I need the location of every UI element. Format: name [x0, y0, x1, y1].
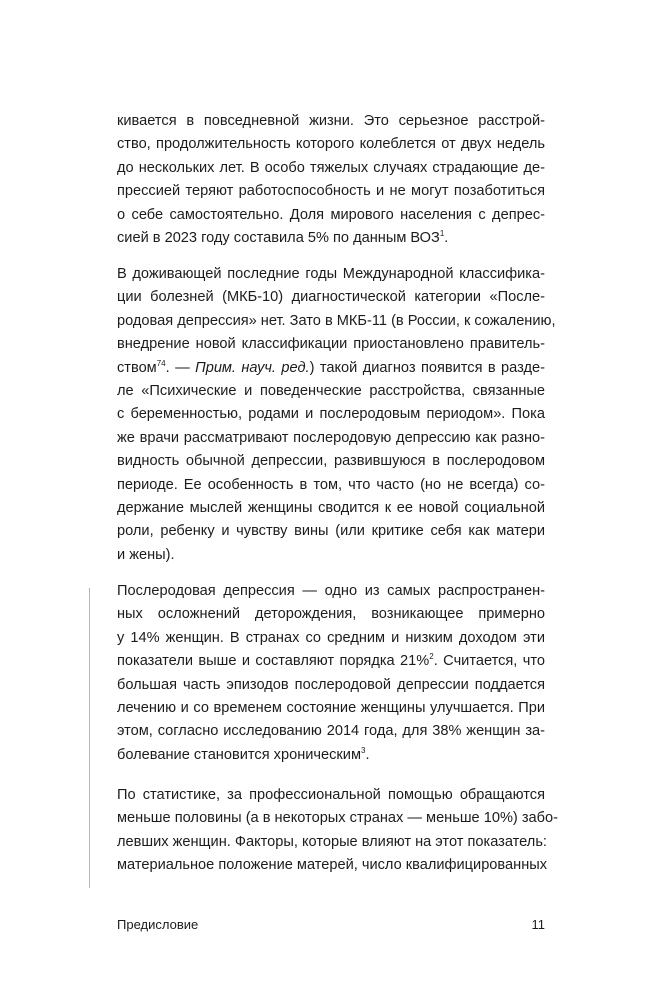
- paragraph-1: [117, 110, 545, 250]
- text-fragment: .: [365, 746, 370, 763]
- text-line: с беременностью, родами и послеродовым периодом». Пока: [117, 406, 545, 423]
- text-line: роли, ребенку и чувству вины (или критике себя как матери: [117, 523, 545, 540]
- text-line: этом, согласно исследованию 2014 года, для 38% женщин за-: [117, 723, 545, 740]
- text-line: видность обычной депрессии, развившуюся в послеродовом: [117, 453, 545, 470]
- text-line: прессией теряют работоспособность и не могут позаботиться: [117, 183, 545, 200]
- text-line: В доживающей последние годы Международной классифика-: [117, 266, 545, 282]
- text-line: держание мыслей женщины сводится к ее новой социальной: [117, 500, 545, 517]
- text-line: лечению и со временем состояние женщины улучшается. При: [117, 700, 545, 717]
- text-line: ции болезней (МКБ-10) диагностической категории «После-: [117, 289, 545, 306]
- text-line: левших женщин. Факторы, которые влияют на этот показатель:: [117, 833, 547, 850]
- margin-rule: [89, 588, 90, 888]
- text-line: до нескольких лет. В особо тяжелых случаях страдающие де-: [117, 159, 545, 176]
- text-line: [117, 650, 545, 673]
- text-line: меньше половины (а в некоторых странах — меньше 10%) забо-: [117, 810, 558, 827]
- text-fragment: . —: [165, 359, 196, 376]
- text-line: периоде. Ее особенность в том, что часто (но не всегда) со-: [117, 476, 545, 493]
- text-fragment: .: [444, 230, 449, 247]
- text-line: [117, 227, 545, 250]
- text-line: о себе самостоятельно. Доля мирового населения с депрес-: [117, 206, 545, 223]
- footnote-ref[interactable]: 1: [439, 229, 445, 239]
- text-line: у 14% женщин. В странах со средним и низким доходом эти: [117, 629, 545, 646]
- paragraph-3: [117, 580, 545, 767]
- footnote-ref[interactable]: 2: [429, 652, 434, 662]
- paragraph-4: [117, 784, 558, 878]
- footnote-ref[interactable]: 3: [361, 745, 366, 755]
- editor-note: Прим. науч. ред.: [195, 359, 310, 376]
- text-line: внедрение новой классификации приостановлено правитель-: [117, 336, 545, 353]
- text-line: ство, продолжительность которого колеблется от двух недель: [117, 136, 545, 153]
- text-fragment: ) такой диагноз появится в разде-: [309, 359, 545, 376]
- text-line: родовая депрессия» нет. Зато в МКБ-11 (в России, к сожалению,: [117, 312, 556, 329]
- text-fragment: . Считается, что: [433, 653, 545, 670]
- page-number: 11: [531, 917, 545, 932]
- text-line: большая часть эпизодов послеродовой депрессии поддается: [117, 676, 545, 693]
- text-fragment: болевание становится хроническим: [117, 746, 361, 763]
- text-line: материальное положение матерей, число квалифицированных: [117, 857, 548, 874]
- text-line: Послеродовая депрессия — одно из самых распространен-: [117, 583, 545, 599]
- text-line: ле «Психические и поведенческие расстройства, связанные: [117, 383, 545, 400]
- text-line: По статистике, за профессиональной помощью обращаются: [117, 787, 545, 803]
- text-fragment: показатели выше и составляют порядка 21%: [117, 653, 430, 670]
- text-fragment: ством: [117, 359, 157, 376]
- text-line: [117, 744, 545, 767]
- paragraph-2: [117, 263, 556, 567]
- footer-section-title: Предисловие: [117, 917, 199, 932]
- footnote-ref[interactable]: 74: [156, 358, 166, 368]
- text-line: ных осложнений деторождения, возникающее примерно: [117, 606, 545, 623]
- text-line: [117, 357, 545, 380]
- text-fragment: сией в 2023 году составила 5% по данным ВОЗ: [117, 230, 440, 247]
- text-line: кивается в повседневной жизни. Это серьезное расстрой-: [117, 113, 545, 129]
- text-line: и жены).: [117, 546, 175, 563]
- text-line: же врачи рассматривают послеродовую депрессию как разно-: [117, 429, 545, 446]
